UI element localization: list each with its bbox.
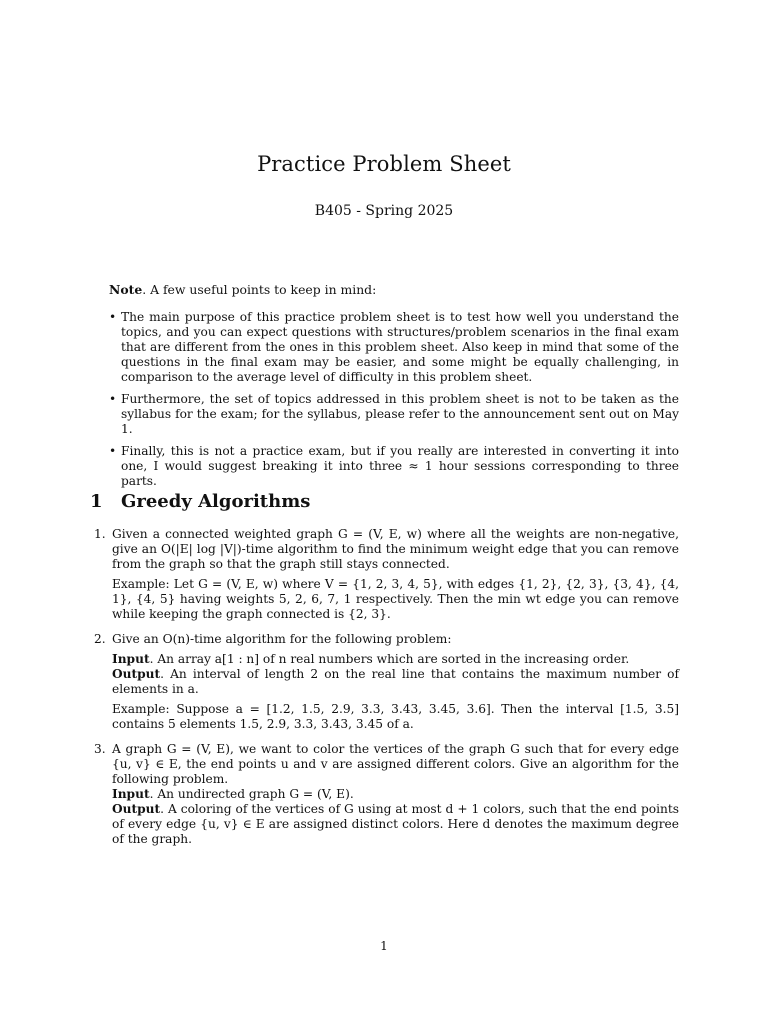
- problem-example: Example: Let G = (V, E, w) where V = {1, 2, 3, 4, 5}, with edges {1, 2}, {2, 3}, {3, 4}, {4, 1}, {4, 5} having weights 5, 2, 6, 7, 1 respectively. Then the min wt edge you can remove while keeping the graph connected is {2, 3}.: [112, 577, 679, 621]
- note-label: Note: [109, 282, 143, 297]
- problem-number: 1.: [94, 527, 106, 541]
- document-subtitle: B405 - Spring 2025: [314, 203, 454, 219]
- problem-example: Example: Suppose a = [1.2, 1.5, 2.9, 3.3, 3.43, 3.45, 3.6]. Then the interval [1.5, 3.5] contains 5 elements 1.5, 2.9, 3.3, 3.43, 3.45 of a.: [112, 702, 679, 731]
- note-bullet-text: The main purpose of this practice problem sheet is to test how well you understand the topics, and you can expect questions with structures/problem scenarios in the final exam that are different from the ones in this problem sheet. Also keep in mind that some of the questions in the final exam may be easier, and some might be equally challenging, in comparison to the average level of difficulty in this problem sheet.: [121, 310, 679, 384]
- note-bullet-item: [109, 444, 679, 489]
- problem-item: [94, 742, 679, 847]
- output-text: . An interval of length 2 on the real line that contains the maximum number of elements in a.: [112, 667, 679, 696]
- problem-list: [94, 527, 679, 857]
- bullet-icon: •: [109, 392, 117, 406]
- problem-output: [112, 667, 679, 697]
- problem-statement: Give an O(n)-time algorithm for the following problem:: [112, 632, 452, 646]
- problem-statement: Given a connected weighted graph G = (V, E, w) where all the weights are non-negative, give an O(|E| log |V|)-time algorithm to find the minimum weight edge that you can remove from the graph so that the graph still stays connected.: [112, 527, 679, 571]
- note-intro: [109, 282, 679, 297]
- note-bullet-list: [109, 310, 679, 496]
- input-label: Input: [112, 787, 150, 801]
- input-text: . An undirected graph G = (V, E).: [149, 787, 354, 801]
- section-heading: [90, 491, 310, 512]
- bullet-icon: •: [109, 310, 117, 324]
- bullet-icon: •: [109, 444, 117, 458]
- problem-item: [94, 527, 679, 622]
- document-title: Practice Problem Sheet: [257, 152, 511, 176]
- problem-number: 3.: [94, 742, 106, 756]
- output-label: Output: [112, 802, 161, 816]
- input-text: . An array a[1 : n] of n real numbers which are sorted in the increasing order.: [149, 652, 630, 666]
- output-text: . A coloring of the vertices of G using at most d + 1 colors, such that the end points of every edge {u, v} ∈ E are assigned distinct colors. Here d denotes the maximum degree of the graph.: [112, 802, 679, 846]
- page-number: 1: [380, 939, 388, 953]
- problem-item: [94, 632, 679, 732]
- note-bullet-item: [109, 392, 679, 437]
- note-bullet-item: [109, 310, 679, 385]
- problem-output: [112, 802, 679, 847]
- input-label: Input: [112, 652, 150, 666]
- note-bullet-text: Finally, this is not a practice exam, but if you really are interested in converting it into one, I would suggest breaking it into three ≈ 1 hour sessions corresponding to three parts.: [121, 444, 679, 488]
- problem-input: [112, 787, 679, 802]
- problem-input: [112, 652, 679, 667]
- problem-statement: A graph G = (V, E), we want to color the vertices of the graph G such that for every edge {u, v} ∈ E, the end points u and v are assigned different colors. Give an algorithm for the following problem.: [112, 742, 679, 786]
- note-intro-text: . A few useful points to keep in mind:: [142, 282, 377, 297]
- note-bullet-text: Furthermore, the set of topics addressed in this problem sheet is not to be taken as the syllabus for the exam; for the syllabus, please refer to the announcement sent out on May 1.: [121, 392, 679, 436]
- section-number: 1: [90, 491, 103, 512]
- problem-number: 2.: [94, 632, 106, 646]
- output-label: Output: [112, 667, 161, 681]
- section-title: Greedy Algorithms: [121, 491, 311, 512]
